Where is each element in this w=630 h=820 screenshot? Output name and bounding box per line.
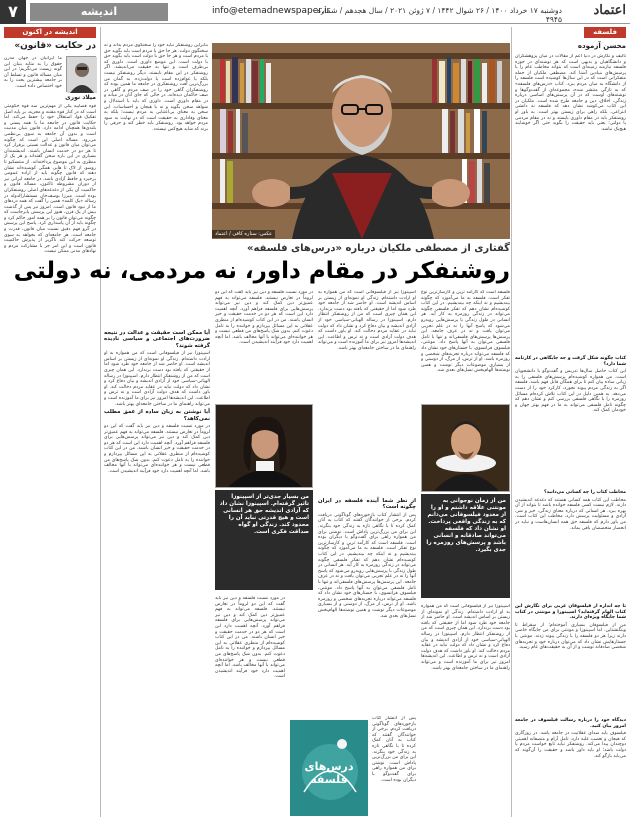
article-headline: روشنفکر در مقام داور، نه مردمی، نه دولتی — [13, 258, 510, 284]
right-author-name: محسن آزموده — [577, 42, 626, 50]
montaigne-portrait — [421, 404, 510, 492]
montaigne-caption: من از زمان نوجوانی به مونتنی علاقه داشتم و او را از معدود فیلسوفانی می‌دانم که به زندگی واقعی پرداخت. او نشان داد که فلسفه می‌تواند صادقانه و انسانی باشد و پرسش‌های روزمره را جدی بگیرد. — [421, 494, 510, 598]
article-kicker: گفتاری از مصطفی ملکیان درباره «درس‌های فلسفه» — [247, 243, 510, 254]
interview-question: تا چه اندازه از فیلسوفان غربی برای نگارش این کتاب الهام گرفته‌اید؟ اسپینوزا و مونتنی در کتاب شما جایگاه ویژه‌ای دارند. — [515, 604, 626, 621]
article-answer: پس از انتشار کتاب بازخوردهای گوناگونی دریافت کردم. برخی از خوانندگان گفتند که کتاب به آنان کمک کرده تا با نگاهی تازه به زندگی خود بنگرند. این برای من بزرگ‌ترین پاداش است. نوشتن برای من همواره راهی برای گفت‌وگو با دیگران بوده است. — [318, 512, 416, 546]
hero-photo — [212, 43, 510, 239]
article-body-column — [104, 328, 210, 816]
date-line: دوشنبه ۱۷ خرداد ۱۴۰۰ / ۲۶ شوال ۱۴۴۲ / ۷ ژوئن ۲۰۲۱ / سال هجدهم / شماره ۴۹۴۵ — [316, 6, 562, 24]
section-title: اندیشه — [30, 3, 168, 21]
book-title: درس‌های فلسفه — [304, 760, 354, 786]
interview-answer: مخاطب این کتاب همه کسانی هستند که دغدغه اندیشیدن دارند. لازم نیست کسی فلسفه خوانده باشد تا بتواند از آن بهره ببرد. هر انسانی که درباره معنای زندگی، خیر و شر، آزادی و مسئولیت پرسش دارد، مخاطب این کتاب است. من باور دارم که فلسفه حق همه انسان‌هاست و نباید در انحصار متخصصان باقی بماند. — [515, 497, 626, 531]
left-article-body: قوه قضاییه یکی از مهم‌ترین سه قوه حکومتی است که در کنار قوه مقننه و مجریه، بر پایه اصل تفکیک قوا، استقلال خود را حفظ می‌کند. اما حکایت قانون در جامعه ما با همه پستی و بلندی‌ها همچنان ادامه دارد. قانون بنیان مدنیت است و بدون آن جامعه به سوی بی‌نظمی می‌رود. مساله اصلی این است که چگونه می‌توان میان قانون و عدالت نسبتی برقرار کرد تا هر دو در خدمت انسان باشند. اندیشمندان بسیاری در این باره سخن گفته‌اند و هر یک از منظری به این موضوع پرداخته‌اند. از منتسکیو تا روسو، از لاک تا هابز، همگی کوشیده‌اند نشان دهند که قانون چگونه باید از اراده عمومی برخیزد و حافظ آزادی باشد. در جامعه ایرانی نیز از دوران مشروطه تاکنون، مساله قانون و حاکمیت آن یکی از دغدغه‌های اصلی روشنفکران بوده است. میرزا یوسف‌خان مستشارالدوله در رساله «یک کلمه» همین را گفت که همه دردهای ما از نبود قانون است. امروز نیز پس از گذشت بیش از یک قرن، هنوز این پرسش پابرجاست که چگونه می‌توان قانون را بر همه امور حاکم کرد و چگونه باید از آن پاسداری کرد. پاسخ این پرسش در گرو فهم دقیق نسبت میان قانون، قدرت و جامعه است. هر جامعه‌ای که بخواهد به سوی توسعه حرکت کند ناگزیر از پذیرش حاکمیت قانون است و این امر جز با مشارکت مردم و نهادهای مدنی ممکن نیست. — [4, 104, 96, 255]
left-section-tag: اندیشه در اکنون — [4, 27, 96, 38]
article-body-column: در مورد نسبت فلسفه و دین نیز باید گفت که این دو لزوماً در تعارض نیستند. فلسفه می‌تواند به فهم عمیق‌تر دین کمک کند و دین نیز می‌تواند پرسش‌هایی برای فلسفه فراهم آورد. آنچه اهمیت دارد این است که هر دو در خدمت حقیقت و خیر انسان باشند. من در این کتاب کوشیده‌ام از منظری عقلانی به این مسائل بپردازم و خواننده را به تامل دعوت کنم. بدون شک پاسخ‌های من قطعی نیست و هر خواننده‌ای می‌تواند با آنها مخالف باشد. اما آنچه اهمیت دارد خود فرآیند اندیشیدن است. — [215, 596, 285, 680]
article-question: آیا نوشتن به زبان ساده از عمق مطلب نمی‌کاهد؟ — [104, 409, 210, 422]
spinoza-caption: من بسیار جدی‌تر از اسپینوزا تاثیر گرفته‌ام. اسپینوزا نشان داد که آزادی اندیشه حق هر انسانی است و هیچ قدرتی نباید آن را محدود کند. زندگی او گواه صداقت فکری است. — [215, 490, 313, 590]
interview-answer: این کتاب حاصل سال‌ها تدریس و گفت‌وگو با دانشجویان است. من همواره کوشیده‌ام پرسش‌های فلسفی را به زبانی ساده بیان کنم تا برای همگان قابل فهم باشد. فلسفه اگر به زندگی مردم پیوند نخورد، کارکرد خود را از دست می‌دهد. به همین دلیل در این کتاب تلاش کرده‌ام مسائل روزمره را با نگاهی فلسفی بررسی کنم و نشان دهم که چگونه تامل فلسفی می‌تواند به ما در فهم بهتر جهان و خودمان کمک کند. — [515, 369, 626, 414]
article-body-column: اسپینوزا نیز از فیلسوفانی است که من همواره به او ارادت داشته‌ام. زندگی او نمونه‌ای از زیستن بر اساس اندیشه است. او حاضر شد از جامعه خود طرد شود اما از حقیقتی که یافته بود دست برندارد. این همان چیزی است که من از روشنفکر انتظار دارم. اسپینوزا در رساله الهیاتی-سیاسی خود از آزادی اندیشه و بیان دفاع کرد و نشان داد که دولت نباید در عقاید مردم دخالت کند. او باور داشت که هدف دولت آزادی است و نه ترس و اطاعت. این اندیشه‌ها امروز نیز برای ما آموزنده است و می‌تواند راهنمای ما در ساختن جامعه‌ای بهتر باشد. — [318, 290, 416, 351]
author-photo — [66, 56, 96, 92]
column-divider — [511, 27, 512, 817]
article-body-column: در مورد نسبت فلسفه و دین نیز باید گفت که این دو لزوماً در تعارض نیستند. فلسفه می‌تواند به فهم عمیق‌تر دین کمک کند و دین نیز می‌تواند پرسش‌هایی برای فلسفه فراهم آورد. آنچه اهمیت دارد این است که هر دو در خدمت حقیقت و خیر انسان باشند. من در این کتاب کوشیده‌ام از منظری عقلانی به این مسائل بپردازم و خواننده را به تامل دعوت کنم. بدون شک پاسخ‌های من قطعی نیست و هر خواننده‌ای می‌تواند با آنها مخالف باشد. اما آنچه اهمیت دارد خود فرآیند اندیشیدن است. — [215, 290, 313, 346]
article-answer: اسپینوزا نیز از فیلسوفانی است که من همواره به او ارادت داشته‌ام. زندگی او نمونه‌ای از زیستن بر اساس اندیشه است. او حاضر شد از جامعه خود طرد شود اما از حقیقتی که یافته بود دست برندارد. این همان چیزی است که من از روشنفکر انتظار دارم. اسپینوزا در رساله الهیاتی-سیاسی خود از آزادی اندیشه و بیان دفاع کرد و نشان داد که دولت نباید در عقاید مردم دخالت کند. او باور داشت که هدف دولت آزادی است و نه ترس و اطاعت. این اندیشه‌ها امروز نیز برای ما آموزنده است و می‌تواند راهنمای ما در ساختن جامعه‌ای بهتر باشد. — [104, 351, 210, 407]
site-email[interactable]: info@etemadnewspaper.ir — [212, 6, 331, 16]
interview-answer: فیلسوف باید صدای عقلانیت در جامعه باشد. در روزگاری که هیجان و تعصب غلبه دارد، تامل آرام و منصفانه اهمیتی دوچندان پیدا می‌کند. روشنفکر نباید تابع خواست مردم یا دولت باشد؛ او باید داور باشد و حقیقت را آن‌گونه که می‌یابد بازگو کند. — [515, 731, 626, 759]
article-body-column: فلسفه است که کارآمد ترین و کارسازترین نوع تفکر است. فلسفه به ما می‌آموزد که چگونه بیندیشیم و نه اینکه چه بیندیشیم. در این کتاب کوشیده‌ام نشان دهم که تفکر فلسفی چگونه می‌تواند در زندگی روزمره به کار آید. هر انسانی در طول زندگی با پرسش‌هایی روبه‌رو می‌شود که پاسخ آنها را نه در علم تجربی می‌توان یافت و نه در عرف جامعه. این پرسش‌ها پرسش‌های فلسفی‌اند و تنها با تامل فلسفی می‌توان به آنها پاسخ داد. مونتنی، فیلسوف فرانسوی، با جستارهای خود نشان داد که فلسفه می‌تواند درباره تجربه‌های شخصی و روزمره باشد. او از ترس، از مرگ، از دوستی و از بسیاری موضوعات دیگر نوشت و همین نوشته‌ها الهام‌بخش نسل‌های بعدی شد. — [421, 290, 510, 374]
spinoza-portrait — [215, 404, 313, 488]
interview-block-1 — [515, 354, 626, 484]
book-cover — [290, 720, 368, 816]
photo-credit: عکس: ستاره کافی / اعتماد — [212, 230, 275, 238]
article-body-column — [318, 496, 416, 712]
article-answer: در مورد نسبت فلسفه و دین نیز باید گفت که این دو لزوماً در تعارض نیستند. فلسفه می‌تواند به فهم عمیق‌تر دین کمک کند و دین نیز می‌تواند پرسش‌هایی برای فلسفه فراهم آورد. آنچه اهمیت دارد این است که هر دو در خدمت حقیقت و خیر انسان باشند. من در این کتاب کوشیده‌ام از منظری عقلانی به این مسائل بپردازم و خواننده را به تامل دعوت کنم. بدون شک پاسخ‌های من قطعی نیست و هر خواننده‌ای می‌تواند با آنها مخالف باشد. اما آنچه اهمیت دارد خود فرآیند اندیشیدن است. — [104, 423, 210, 474]
article-body-column: پس از انتشار کتاب بازخوردهای گوناگونی دریافت کردم. برخی از خوانندگان گفتند که کتاب به آنان کمک کرده تا با نگاهی تازه به زندگی خود بنگرند. این برای من بزرگ‌ترین پاداش است. نوشتن برای من همواره راهی برای گفت‌وگو با دیگران بوده است. — [372, 716, 416, 783]
interview-answer: من از فیلسوفان بسیاری آموخته‌ام؛ از سقراط تا ویتگنشتاین. اما اسپینوزا و مونتنی برای من جایگاه خاصی دارند زیرا هر دو فلسفه را با زندگی پیوند زدند. مونتنی با جستارهایش نشان داد که می‌توان درباره خود و تجربه‌های شخصی صادقانه نوشت و از آن به حقیقت‌های عام رسید. — [515, 622, 626, 651]
interview-question: مخاطب کتاب را چه کسانی می‌دانید؟ — [543, 490, 626, 495]
interview-block-4 — [515, 716, 626, 816]
article-question: از نظر شما آینده فلسفه در ایران چگونه است؟ — [318, 498, 416, 511]
left-article-intro: ما ایرانیان در جهان مدرن حقوق را به مثابه بنیان این گونه زیست می‌نگریم؛ در این میان مساله قانون و تسلط آن بر جامعه بیشترین بحث را به خود اختصاص داده است. — [4, 56, 62, 89]
interview-block-3 — [515, 602, 626, 712]
page-number: ۷ — [0, 0, 26, 24]
right-intro-text: تالیف و نگارش در دنیا اعم از مقالات در میان پژوهشگران و دانشگاهیان و بدیهی است که هر نوشته‌ای در حوزه فلسفه نیازمند زمینه‌ای است که بتواند مخاطب عام را با پرسش‌های بنیادین آشنا کند. مصطفی ملکیان از جمله متفکرانی است که در این سال‌ها کوشیده است فلسفه را از دانشگاه به میان مردم ببرد. کتاب «درس‌های فلسفه» که به تازگی منتشر شده، مجموعه‌ای از گفت‌وگوها و نوشته‌های اوست که در آن پرسش‌های اساسی درباره زندگی، اخلاق، دین و جامعه طرح شده است. ملکیان در این کتاب می‌کوشد نشان دهد که فلسفه نه دانشی انتزاعی، بلکه راهی برای زیستن بهتر است. به باور او روشنفکر باید در مقام داوری بایستد و نه در مقام مردمی یا دولتی؛ یعنی باید حقیقت را بگوید حتی اگر خوشایند هیچ‌یک نباشد. — [515, 54, 626, 132]
article-body-column: اسپینوزا نیز از فیلسوفانی است که من همواره به او ارادت داشته‌ام. زندگی او نمونه‌ای از زیستن بر اساس اندیشه است. او حاضر شد از جامعه خود طرد شود اما از حقیقتی که یافته بود دست برندارد. این همان چیزی است که من از روشنفکر انتظار دارم. اسپینوزا در رساله الهیاتی-سیاسی خود از آزادی اندیشه و بیان دفاع کرد و نشان داد که دولت نباید در عقاید مردم دخالت کند. او باور داشت که هدف دولت آزادی است و نه ترس و اطاعت. این اندیشه‌ها امروز نیز برای ما آموزنده است و می‌تواند راهنمای ما در ساختن جامعه‌ای بهتر باشد. — [421, 604, 510, 671]
article-question: آیا ممکن است حقیقت و عدالت در نتیجه ضرورت‌های اجتماعی و سیاسی نادیده گرفته شوند؟ — [104, 330, 210, 349]
left-author-name: میلاد نوری — [65, 94, 96, 101]
interview-question: دیدگاه خود را درباره رسالت فیلسوف در جامعه امروز بیان کنید. — [515, 718, 626, 729]
interview-block-2 — [515, 488, 626, 598]
right-section-tag: فلسفه — [584, 27, 626, 38]
newspaper-logo: اعتماد — [593, 3, 626, 18]
column-divider — [100, 27, 101, 817]
interview-question: کتاب چگونه شکل گرفت و جه جایگاهی در کارنامه شما دارد؟ — [515, 356, 626, 367]
article-answer: فلسفه است که کارآمد ترین و کارسازترین نوع تفکر است. فلسفه به ما می‌آموزد که چگونه بیندیشیم و نه اینکه چه بیندیشیم. در این کتاب کوشیده‌ام نشان دهم که تفکر فلسفی چگونه می‌تواند در زندگی روزمره به کار آید. هر انسانی در طول زندگی با پرسش‌هایی روبه‌رو می‌شود که پاسخ آنها را نه در علم تجربی می‌توان یافت و نه در عرف جامعه. این پرسش‌ها پرسش‌های فلسفی‌اند و تنها با تامل فلسفی می‌توان به آنها پاسخ داد. مونتنی، فیلسوف فرانسوی، با جستارهای خود نشان داد که فلسفه می‌تواند درباره تجربه‌های شخصی و روزمره باشد. او از ترس، از مرگ، از دوستی و از بسیاری موضوعات دیگر نوشت و همین نوشته‌ها الهام‌بخش نسل‌های بعدی شد. — [318, 540, 416, 619]
page-header — [0, 0, 630, 24]
article-intro: بنابراین روشنفکر نباید خود را سخنگوی مردم بداند و نه سخنگوی دولت. هر جا حق با مردم است باید بگوید حق با مردم است و هر جا حق با دولت است باید بگوید حق با دولت است. این موضع داوری است. داوری که بی‌طرف است و تنها به حقیقت می‌اندیشد. اگر روشنفکر در این مقام نایستد، دیگر روشنفکر نیست بلکه یا عوام‌زده است یا دولت‌زده. به گمان من بزرگ‌ترین آفت روشنفکری در جامعه ما همین بوده که روشنفکران گاهی خود را در صف مردم و گاهی در صف حاکمان دیده‌اند، در حالی که جای آنان در میانه و در مقام داوری است. داوری که باید با استدلال و شواهد سخن بگوید و نه با هیجان و احساسات. این سخن به معنای بی‌اعتنایی به مردم نیست؛ بلکه به معنای وفاداری به حقیقت است که در نهایت به سود مردم خواهد بود. روشنفکر باید خطر کند و حرفی را بزند که شاید هیچ‌کس نپسندد. — [104, 43, 208, 132]
left-article-title: در حکایت «قانون» — [14, 41, 96, 51]
